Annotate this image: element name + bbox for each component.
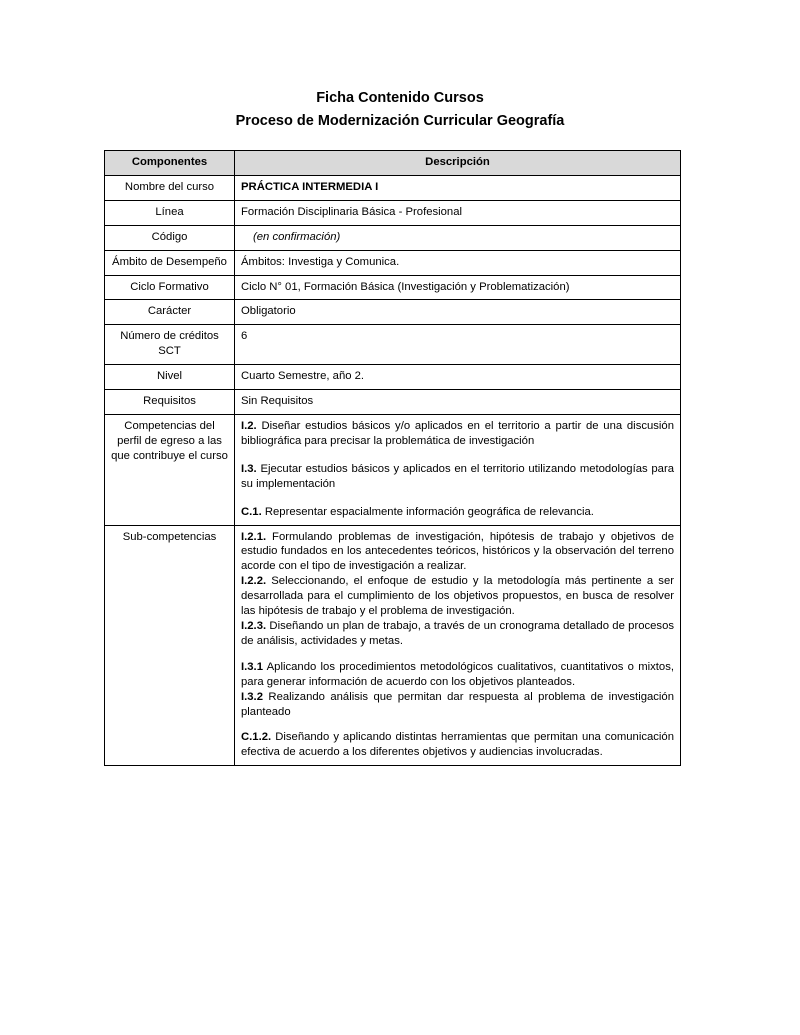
course-content-table — [104, 150, 681, 766]
row-label: Competencias del perfil de egreso a las que contribuye el curso — [105, 415, 235, 526]
subcompetencia-code: I.3.1 — [241, 660, 263, 673]
spacer — [241, 492, 674, 505]
table-header-row — [105, 151, 681, 176]
spacer — [241, 449, 674, 462]
row-label: Ciclo Formativo — [105, 275, 235, 300]
table-row — [105, 365, 681, 390]
subcompetencia-code: I.2.2. — [241, 575, 267, 588]
competencia-code: I.3. — [241, 462, 257, 475]
row-label: Requisitos — [105, 390, 235, 415]
competencia-item — [241, 462, 674, 492]
table-row — [105, 390, 681, 415]
row-value: Ciclo N° 01, Formación Básica (Investigación y Problematización) — [235, 275, 681, 300]
row-label: Nivel — [105, 365, 235, 390]
table-row — [105, 325, 681, 365]
subcompetencia-text: Diseñando y aplicando distintas herramientas que permitan una comunicación efectiva de acuerdo a los diferentes objetivos y audiencias involucradas. — [241, 731, 674, 759]
competencia-text: Diseñar estudios básicos y/o aplicados en el territorio a partir de una discusión bibliográfica para precisar la problemática de investigación — [241, 420, 674, 447]
column-header-components: Componentes — [105, 151, 235, 176]
subcompetencia-text: Aplicando los procedimientos metodológicos cualitativos, cuantitativos o mixtos, para generar información de acuerdo con los objetivos planteados. — [241, 660, 674, 688]
competencia-code: I.2. — [241, 420, 257, 432]
competencia-item — [241, 505, 674, 520]
subcompetencia-code: I.3.2 — [241, 690, 263, 703]
row-value: Cuarto Semestre, año 2. — [235, 365, 681, 390]
table-row-competencias — [105, 415, 681, 526]
row-value: Ámbitos: Investiga y Comunica. — [235, 250, 681, 275]
spacer — [241, 719, 674, 730]
table-row — [105, 225, 681, 250]
row-label: Carácter — [105, 300, 235, 325]
subcompetencia-item — [241, 574, 674, 619]
subcompetencia-item — [241, 690, 674, 720]
page-title: Ficha Contenido Cursos — [316, 90, 484, 106]
subcompetencia-item — [241, 530, 674, 575]
competencia-code: C.1. — [241, 505, 262, 518]
table-row — [105, 300, 681, 325]
subcompetencia-code: I.2.3. — [241, 619, 267, 632]
row-value: PRÁCTICA INTERMEDIA I — [235, 175, 681, 200]
subcompetencia-text: Realizando análisis que permitan dar respuesta al problema de investigación planteado — [241, 690, 674, 718]
row-value: (en confirmación) — [235, 225, 681, 250]
row-label: Ámbito de Desempeño — [105, 250, 235, 275]
subcompetencia-item — [241, 660, 674, 690]
row-value: Sin Requisitos — [235, 390, 681, 415]
subcompetencia-text: Seleccionando, el enfoque de estudio y la metodología más pertinente a ser desarrollada para el cumplimiento de los objetivos propuestos, en busca de resolver las hipótesis de trabajo y el problema de investigación. — [241, 575, 674, 618]
competencia-item — [241, 419, 674, 449]
competencia-text: Ejecutar estudios básicos y aplicados en el territorio utilizando metodologías para su implementación — [241, 462, 674, 490]
row-label: Nombre del curso — [105, 175, 235, 200]
table-row — [105, 275, 681, 300]
row-label: Sub-competencias — [105, 525, 235, 766]
row-label: Línea — [105, 200, 235, 225]
subcompetencia-text: Formulando problemas de investigación, hipótesis de trabajo y objetivos de estudio fundados en los antecedentes teóricos, históricos y la observación del terreno acorde con el tipo de investigación a realizar. — [241, 530, 674, 573]
subcompetencia-code: C.1.2. — [241, 731, 272, 744]
row-value-competencias — [235, 415, 681, 526]
subcompetencia-item — [241, 730, 674, 760]
row-value: Formación Disciplinaria Básica - Profesional — [235, 200, 681, 225]
subcompetencia-code: I.2.1. — [241, 530, 267, 543]
row-label: Código — [105, 225, 235, 250]
spacer — [241, 649, 674, 660]
row-value: 6 — [235, 325, 681, 365]
page-subtitle: Proceso de Modernización Curricular Geografía — [235, 113, 565, 130]
subcompetencia-text: Diseñando un plan de trabajo, a través de un cronograma detallado de procesos de análisis, actividades y metas. — [241, 619, 674, 647]
row-label: Número de créditos SCT — [105, 325, 235, 365]
table-row — [105, 175, 681, 200]
column-header-description: Descripción — [235, 151, 681, 176]
subcompetencia-item — [241, 619, 674, 649]
competencia-text: Representar espacialmente información geográfica de relevancia. — [261, 505, 594, 518]
row-value: Obligatorio — [235, 300, 681, 325]
table-row-subcompetencias — [105, 525, 681, 766]
row-value-subcompetencias — [235, 525, 681, 766]
table-row — [105, 200, 681, 225]
table-row — [105, 250, 681, 275]
